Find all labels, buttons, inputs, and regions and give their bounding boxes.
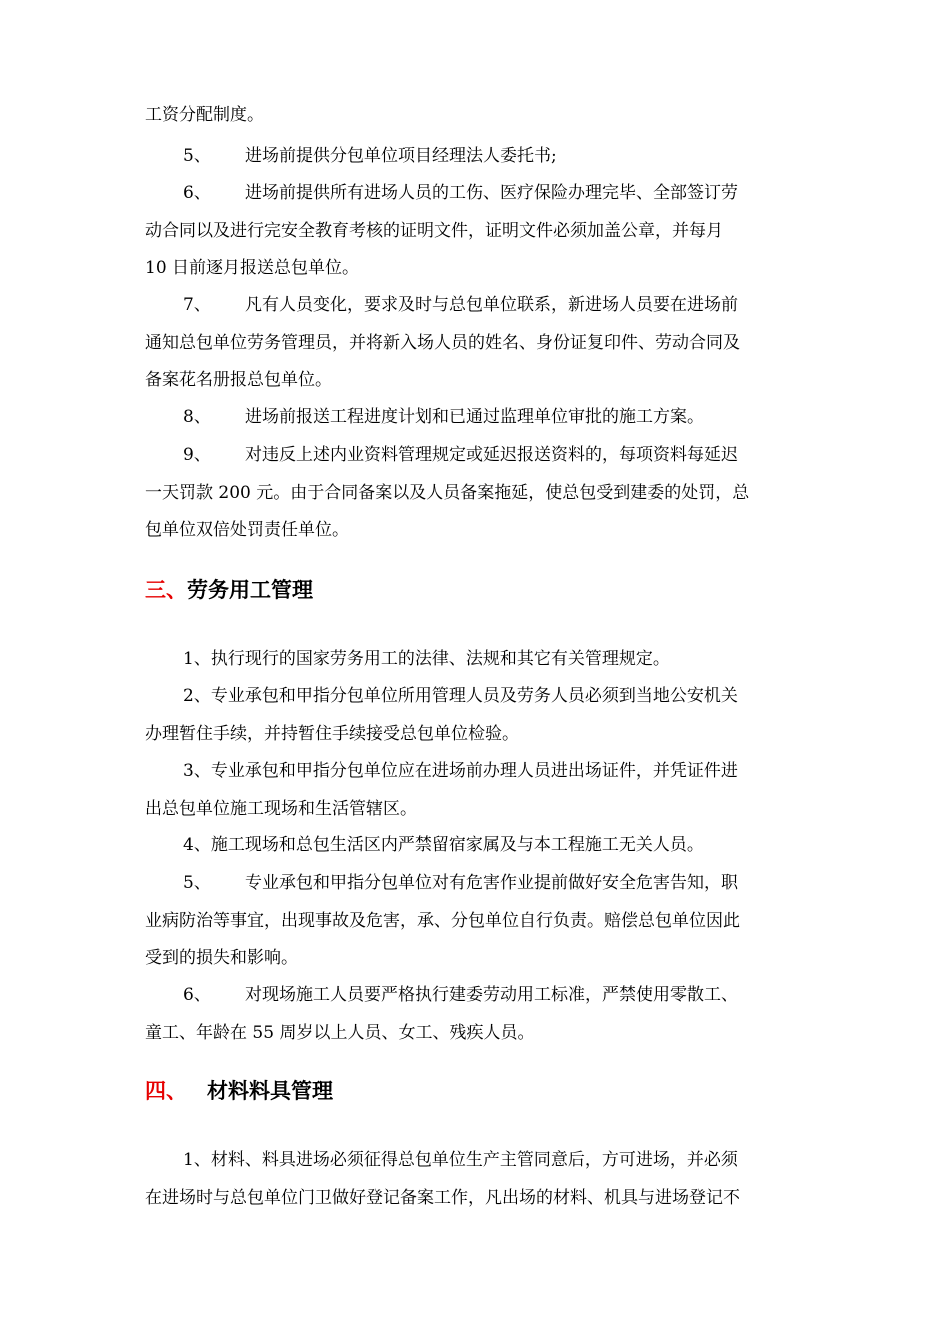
section-heading-3 (145, 575, 313, 605)
item-number: 8、 (183, 407, 211, 427)
item-text: 进场前提供所有进场人员的工伤、医疗保险办理完毕、全部签订劳 (245, 183, 738, 203)
text-line: 业病防治等事宜，出现事故及危害，承、分包单位自行负责。赔偿总包单位因此 (145, 910, 740, 931)
text-line: 备案花名册报总包单位。 (145, 370, 332, 390)
text-line: 办理暂住手续，并持暂住手续接受总包单位检验。 (145, 723, 519, 744)
list-item-3-2 (145, 678, 815, 753)
text-line: 1、材料、料具进场必须征得总包单位生产主管同意后，方可进场，并必须 (183, 1150, 738, 1170)
list-item-4-1 (145, 1142, 815, 1217)
heading-text: 材料料具管理 (207, 1078, 333, 1103)
text-line: 1、执行现行的国家劳务用工的法律、法规和其它有关管理规定。 (183, 649, 670, 669)
text-line: 包单位双倍处罚责任单位。 (145, 520, 349, 540)
item-text: 对现场施工人员要严格执行建委劳动用工标准，严禁使用零散工、 (245, 985, 738, 1005)
text-line: 出总包单位施工现场和生活管辖区。 (145, 798, 417, 819)
section-heading-4 (145, 1076, 333, 1106)
item-text: 进场前提供分包单位项目经理法人委托书; (245, 146, 557, 166)
text-line: 受到的损失和影响。 (145, 948, 298, 968)
list-item-2-5 (145, 138, 815, 176)
text-line: 2、专业承包和甲指分包单位所用管理人员及劳务人员必须到当地公安机关 (183, 686, 738, 706)
text-line: 在进场时与总包单位门卫做好登记备案工作，凡出场的材料、机具与进场登记不 (145, 1187, 740, 1208)
list-item-3-4 (145, 827, 815, 865)
text-line: 一天罚款 200 元。由于合同备案以及人员备案拖延，使总包受到建委的处罚，总 (145, 482, 750, 503)
list-item-2-8 (145, 399, 815, 437)
item-number: 7、 (183, 295, 211, 315)
heading-text: 劳务用工管理 (187, 577, 313, 602)
item-number: 6、 (183, 985, 211, 1005)
item-text: 对违反上述内业资料管理规定或延迟报送资料的，每项资料每延迟 (245, 445, 738, 465)
text-line: 3、专业承包和甲指分包单位应在进场前办理人员进出场证件，并凭证件进 (183, 761, 738, 781)
list-item-3-5 (145, 865, 815, 978)
item-number: 6、 (183, 183, 211, 203)
text-line: 工资分配制度。 (145, 105, 264, 125)
list-item-3-1 (145, 641, 815, 679)
item-text: 进场前报送工程进度计划和已通过监理单位审批的施工方案。 (245, 407, 704, 427)
list-item-2-9 (145, 437, 815, 550)
text-line: 通知总包单位劳务管理员，并将新入场人员的姓名、身份证复印件、劳动合同及 (145, 332, 740, 353)
item-text: 专业承包和甲指分包单位对有危害作业提前做好安全危害告知，职 (245, 873, 738, 893)
item-text: 凡有人员变化，要求及时与总包单位联系，新进场人员要在进场前 (245, 295, 738, 315)
text-line: 动合同以及进行完安全教育考核的证明文件，证明文件必须加盖公章，并每月 (145, 220, 723, 241)
list-item-2-6 (145, 175, 815, 288)
list-item-2-7 (145, 287, 815, 400)
text-line: 4、施工现场和总包生活区内严禁留宿家属及与本工程施工无关人员。 (183, 835, 704, 855)
item-number: 5、 (183, 873, 211, 893)
item-number: 5、 (183, 146, 211, 166)
item-number: 9、 (183, 445, 211, 465)
text-line: 童工、年龄在 55 周岁以上人员、女工、残疾人员。 (145, 1022, 535, 1043)
paragraph-wage-tail (145, 97, 815, 135)
heading-number: 三、 (145, 577, 187, 602)
list-item-3-6 (145, 977, 815, 1052)
text-line: 10 日前逐月报送总包单位。 (145, 258, 360, 278)
heading-number: 四、 (145, 1078, 187, 1103)
list-item-3-3 (145, 753, 815, 828)
